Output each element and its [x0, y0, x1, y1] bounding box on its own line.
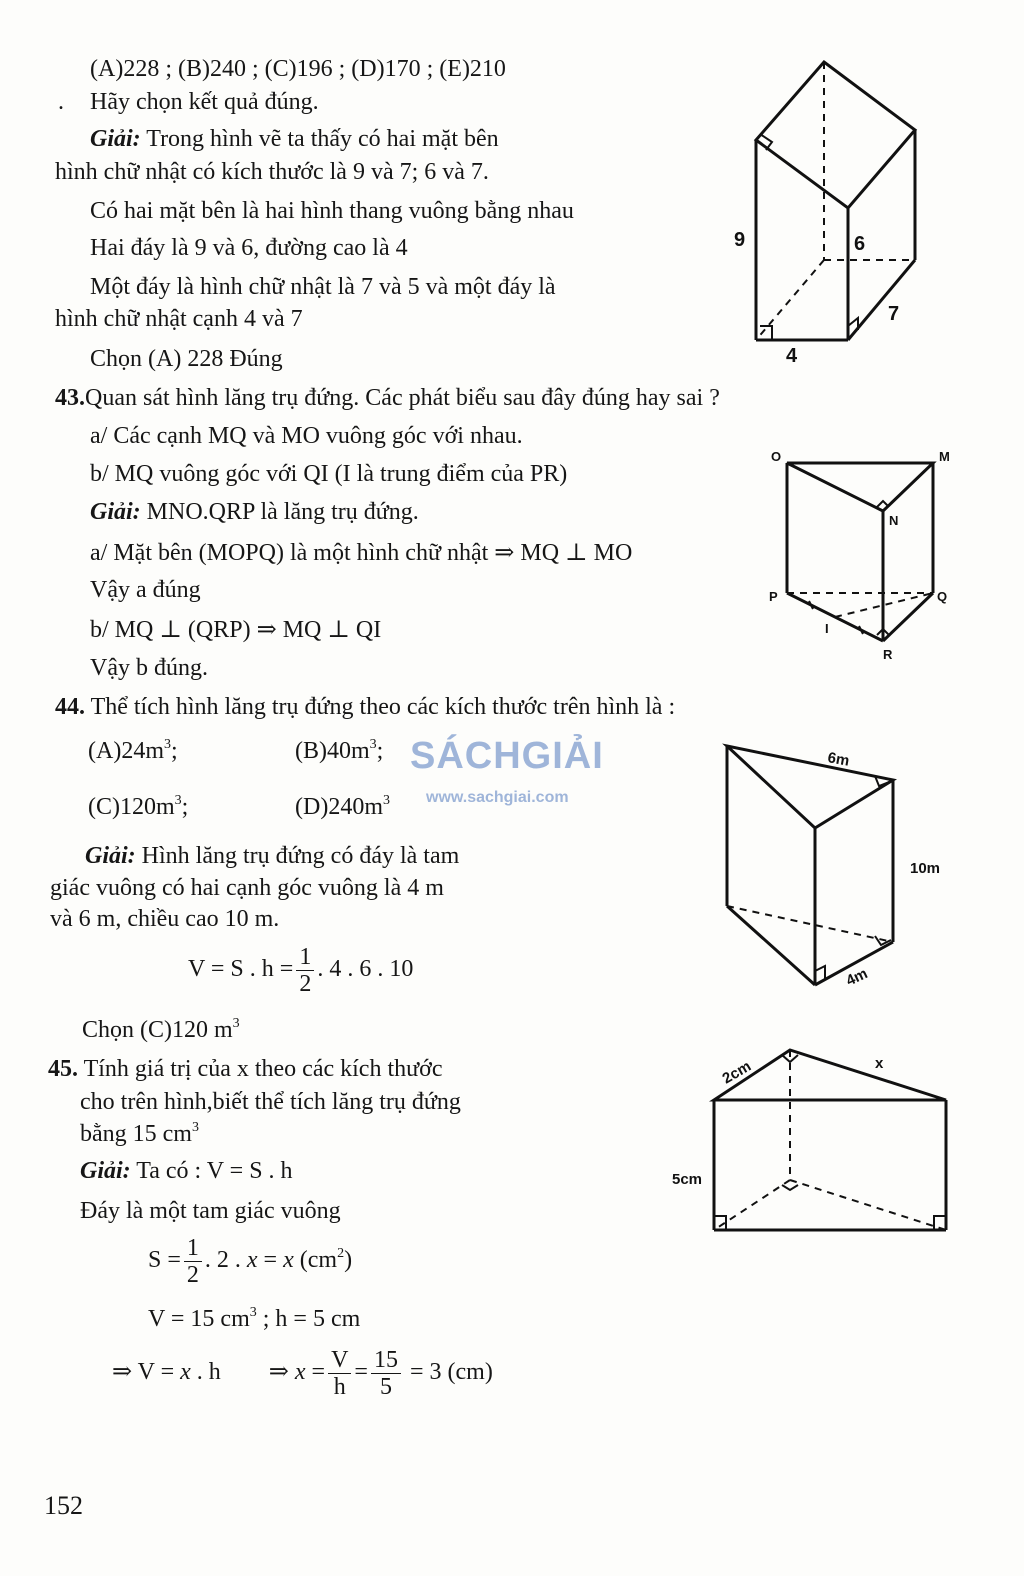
p44-formula-lhs: V = S . h =: [188, 956, 294, 983]
p43-statement-line: [55, 384, 720, 413]
p43-part-b: b/ MQ vuông góc với QI (I là trung điểm của PR): [90, 461, 568, 487]
p45-right-angle-back: [782, 1185, 798, 1190]
p44-hidden-back: [727, 906, 893, 942]
p45-s-x1: x: [246, 1247, 258, 1274]
p45-label-5cm: 5cm: [672, 1171, 703, 1188]
p44-sol-text1: Hình lăng trụ đứng có đáy là tam: [141, 843, 460, 869]
p44-option-c-sep: ;: [181, 794, 189, 820]
p45-solution-line1: [80, 1157, 293, 1186]
p45-s-eq: =: [263, 1247, 278, 1274]
p45-imp-lhs: ⇒ V =: [112, 1359, 175, 1386]
p45-sol-text1: Ta có : V = S . h: [136, 1158, 293, 1184]
p45-s-frac-den: 2: [186, 1262, 199, 1288]
p45-solution-label: Giải:: [80, 1158, 131, 1184]
p44-statement-line: [55, 693, 675, 722]
p44-option-a: [88, 737, 178, 766]
p43-top-face: [787, 463, 933, 511]
p43-label-N: N: [889, 513, 899, 528]
p42-prism-figure: [720, 50, 940, 370]
p44-prism-figure: [715, 740, 965, 1000]
p45-line2: cho trên hình,biết thể tích lăng trụ đứng: [80, 1089, 461, 1115]
p43-number: 43.: [55, 385, 85, 411]
p44-option-b: [295, 737, 383, 766]
p45-frac-15: 15: [371, 1348, 401, 1374]
p45-v-b: ; h = 5 cm: [262, 1306, 361, 1332]
p44-statement: Thể tích hình lăng trụ đứng theo các kích thước trên hình là :: [90, 694, 676, 720]
p44-answer: [82, 1016, 240, 1045]
p44-sol-line3: và 6 m, chiều cao 10 m.: [50, 906, 280, 932]
p44-top-face: [727, 746, 893, 828]
p44-option-a-text: (A)24m: [88, 738, 164, 764]
p45-s-formula: [148, 1236, 352, 1287]
p45-imp-h: . h: [196, 1359, 221, 1386]
p42-sol-line2: hình chữ nhật có kích thước là 9 và 7; 6 và 7.: [55, 159, 489, 185]
p42-sol-line3: Có hai mặt bên là hai hình thang vuông bằng nhau: [90, 198, 574, 224]
p43-label-M: M: [939, 449, 950, 464]
p43-sol-line2: a/ Mặt bên (MOPQ) là một hình chữ nhật ⇒ MQ ⊥ MO: [90, 540, 633, 566]
p44-label-6m: 6m: [826, 749, 851, 770]
p44-number: 44.: [55, 694, 85, 720]
p43-label-R: R: [883, 647, 893, 662]
p44-fraction: [296, 945, 314, 996]
watermark-url: www.sachgiai.com: [426, 788, 569, 806]
p45-frac-h: h: [333, 1374, 346, 1400]
p45-label-x: x: [875, 1055, 884, 1072]
p43-right-angle-N: [877, 501, 889, 507]
p42-hidden-diagonal: [756, 260, 824, 340]
p45-s-fraction: [184, 1236, 202, 1287]
p45-s-sup: 2: [337, 1246, 345, 1262]
p45-statement-line1: [48, 1055, 442, 1084]
p44-answer-text: Chọn (C)120 m: [82, 1017, 233, 1043]
p45-frac-5: 5: [379, 1374, 392, 1400]
p44-option-b-text: (B)40m: [295, 738, 370, 764]
p42-dot: .: [58, 89, 64, 115]
p42-solution-line1: [90, 125, 499, 154]
p45-frac-v: V: [328, 1348, 351, 1374]
p44-solution-line1: [85, 842, 459, 871]
p44-solution-label: Giải:: [85, 843, 136, 869]
p42-label-4: 4: [786, 345, 798, 367]
p43-label-P: P: [769, 589, 778, 604]
p45-prism-figure: [670, 1040, 970, 1240]
p44-option-d: [295, 793, 390, 822]
p45-label-2cm: 2cm: [719, 1057, 755, 1088]
p42-label-9: 9: [734, 229, 746, 251]
p45-line3-text: bằng 15 cm: [80, 1121, 192, 1147]
p42-label-7: 7: [888, 303, 900, 325]
p44-formula: [188, 945, 413, 996]
p44-option-b-sep: ;: [376, 738, 384, 764]
p43-edge-RQ: [883, 593, 933, 641]
p45-line3: [80, 1120, 199, 1149]
page-number: 152: [44, 1491, 83, 1520]
p43-statement: Quan sát hình lăng trụ đứng. Các phát biểu sau đây đúng hay sai ?: [85, 385, 720, 411]
p44-answer-sup: 3: [232, 1016, 240, 1031]
watermark-brand: SÁCHGIẢI: [410, 735, 604, 777]
p45-s-frac-num: 1: [184, 1236, 202, 1262]
p45-sol-line2: Đáy là một tam giác vuông: [80, 1198, 341, 1224]
p42-label-6: 6: [854, 233, 866, 255]
p42-sol-line5: Một đáy là hình chữ nhật là 7 và 5 và một đáy là: [90, 274, 556, 300]
p45-hidden-right: [790, 1180, 946, 1230]
p44-option-c-text: (C)120m: [88, 794, 175, 820]
p45-s-close: ): [344, 1247, 353, 1274]
p44-label-4m: 4m: [843, 965, 871, 990]
p43-label-I: I: [825, 621, 829, 636]
p45-imp2-x: x: [294, 1359, 306, 1386]
p42-sol-text1: Trong hình vẽ ta thấy có hai mặt bên: [146, 126, 499, 152]
p45-implication: [112, 1348, 493, 1399]
p45-imp2: ⇒: [268, 1359, 289, 1386]
p45-frac-v-h: [328, 1348, 351, 1399]
p45-line3-sup: 3: [191, 1120, 199, 1135]
p44-edge-bottom-left: [727, 906, 815, 985]
p44-option-a-sep: ;: [170, 738, 178, 764]
p43-label-Q: Q: [937, 589, 948, 604]
p42-options: (A)228 ; (B)240 ; (C)196 ; (D)170 ; (E)210: [90, 56, 506, 82]
p45-number: 45.: [48, 1056, 78, 1082]
p42-sol-line6: hình chữ nhật cạnh 4 và 7: [55, 306, 303, 332]
p45-imp2-eq: =: [311, 1359, 326, 1386]
p43-label-O: O: [771, 449, 782, 464]
p43-sol-text1: MNO.QRP là lăng trụ đứng.: [146, 499, 419, 525]
p44-sol-line2: giác vuông có hai cạnh góc vuông là 4 m: [50, 875, 444, 901]
p45-s-mid: . 2 .: [204, 1247, 241, 1274]
p45-result: = 3 (cm): [409, 1359, 493, 1386]
p45-eq2: =: [354, 1359, 368, 1386]
p45-v-sup: 3: [249, 1305, 257, 1320]
p44-option-d-text: (D)240m: [295, 794, 383, 820]
p45-s-unit: (cm: [299, 1247, 338, 1274]
p44-option-c-sup: 3: [174, 793, 182, 808]
p44-option-a-sup: 3: [163, 737, 171, 752]
p44-fraction-den: 2: [299, 971, 312, 997]
p45-s-lhs: S =: [148, 1247, 181, 1274]
p44-fraction-num: 1: [296, 945, 314, 971]
p43-solution-label: Giải:: [90, 499, 141, 525]
p43-sol-line5: Vậy b đúng.: [90, 655, 208, 681]
p42-prompt: Hãy chọn kết quả đúng.: [90, 89, 319, 115]
p43-part-a: a/ Các cạnh MQ và MO vuông góc với nhau.: [90, 423, 523, 449]
p45-s-x2: x: [283, 1247, 294, 1274]
p45-v-line: [148, 1305, 360, 1334]
p45-frac-15-5: [371, 1348, 401, 1399]
p43-sol-line3: Vậy a đúng: [90, 577, 201, 603]
p42-top-face: [756, 62, 915, 208]
p44-formula-rhs: . 4 . 6 . 10: [317, 956, 414, 983]
p43-sol-line4: b/ MQ ⊥ (QRP) ⇒ MQ ⊥ QI: [90, 617, 382, 643]
p45-line1: Tính giá trị của x theo các kích thước: [83, 1056, 443, 1082]
watermark: [410, 734, 610, 807]
p43-solution-line1: [90, 498, 419, 527]
p42-answer: Chọn (A) 228 Đúng: [90, 346, 283, 372]
p43-prism-figure: [765, 445, 965, 670]
p44-option-d-sup: 3: [382, 793, 390, 808]
p44-option-c: [88, 793, 188, 822]
p42-solution-label: Giải:: [90, 126, 141, 152]
p44-label-10m: 10m: [910, 860, 941, 877]
p44-option-b-sup: 3: [369, 737, 377, 752]
p45-imp-x: x: [180, 1359, 191, 1386]
p45-v-a: V = 15 cm: [148, 1306, 250, 1332]
p42-sol-line4: Hai đáy là 9 và 6, đường cao là 4: [90, 235, 408, 261]
